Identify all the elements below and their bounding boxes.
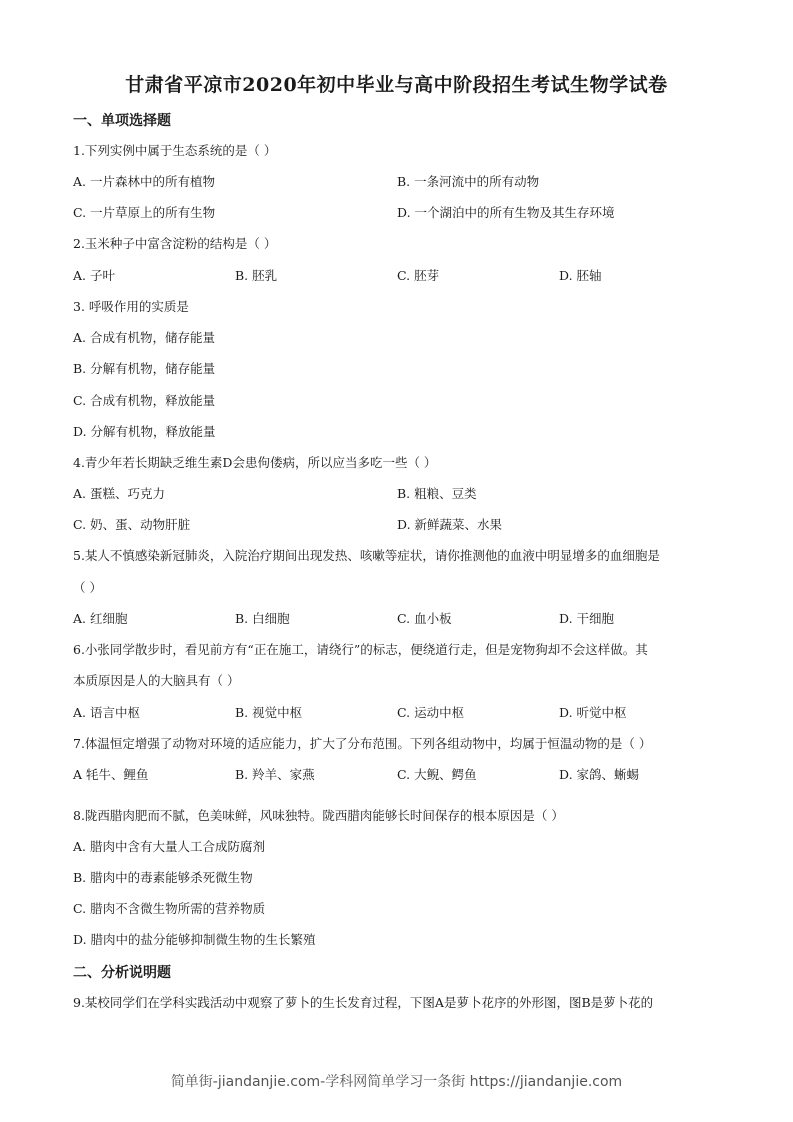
question-6-option-c: C. 运动中枢 [397,705,465,720]
question-6-stem-line2: 本质原因是人的大脑具有（ ） [73,673,240,688]
question-7-option-c: C. 大鲵、鳄鱼 [397,767,477,782]
question-5-stem-line2: （ ） [73,580,102,595]
question-6-stem-line1: 6.小张同学散步时，看见前方有“正在施工，请绕行”的标志，便绕道行走，但是宠物狗却不会这样做。其 [73,642,648,657]
question-1-stem: 1.下列实例中属于生态系统的是（ ） [73,143,277,158]
page-title: 甘肃省平凉市2020年初中毕业与高中阶段招生考试生物学试卷 [125,74,668,96]
question-4-option-a: A. 蛋糕、巧克力 [73,486,165,501]
question-7-stem: 7.体温恒定增强了动物对环境的适应能力，扩大了分布范围。下列各组动物中，均属于恒温动物的是（ ） [73,736,652,751]
question-8-option-a: A. 腊肉中含有大量人工合成防腐剂 [73,839,265,854]
question-3-option-a: A. 合成有机物，储存能量 [73,330,215,345]
question-6-option-a: A. 语言中枢 [73,705,140,720]
question-3-option-d: D. 分解有机物，释放能量 [73,424,216,439]
question-4-option-d: D. 新鲜蔬菜、水果 [397,517,503,532]
question-2-option-c: C. 胚芽 [397,268,440,283]
question-8-option-d: D. 腊肉中的盐分能够抑制微生物的生长繁殖 [73,932,316,947]
question-5-stem-line1: 5.某人不慎感染新冠肺炎，入院治疗期间出现发热、咳嗽等症状，请你推测他的血液中明显增多的血细胞是 [73,548,660,563]
question-1-option-b: B. 一条河流中的所有动物 [397,174,540,189]
section-heading-analysis: 二、分析说明题 [73,965,171,981]
question-2-option-a: A. 子叶 [73,268,115,283]
question-4-stem: 4.青少年若长期缺乏维生素D会患佝偻病，所以应当多吃一些（ ） [73,455,437,470]
footer-watermark: 简单街-jiandanjie.com-学科网简单学习一条街 https://jiandanjie.com [170,1074,623,1090]
question-6-option-b: B. 视觉中枢 [235,705,303,720]
question-3-stem: 3. 呼吸作用的实质是 [73,299,189,314]
question-7-option-d: D. 家鸽、蜥蜴 [559,767,640,782]
question-3-option-b: B. 分解有机物，储存能量 [73,361,216,376]
question-7-option-a: A 牦牛、鲤鱼 [73,767,149,782]
question-7-option-b: B. 羚羊、家燕 [235,767,315,782]
question-1-option-a: A. 一片森林中的所有植物 [73,174,215,189]
question-5-option-c: C. 血小板 [397,611,452,626]
question-2-option-d: D. 胚轴 [559,268,602,283]
section-heading-choice: 一、单项选择题 [73,113,171,129]
question-2-option-b: B. 胚乳 [235,268,278,283]
question-8-option-c: C. 腊肉不含微生物所需的营养物质 [73,901,266,916]
question-5-option-a: A. 红细胞 [73,611,128,626]
question-9-stem: 9.某校同学们在学科实践活动中观察了萝卜的生长发育过程，下图A是萝卜花序的外形图，图B是萝卜花的 [73,995,654,1010]
question-3-option-c: C. 合成有机物，释放能量 [73,393,216,408]
question-2-stem: 2.玉米种子中富含淀粉的结构是（ ） [73,236,277,251]
question-1-option-d: D. 一个湖泊中的所有生物及其生存环境 [397,205,615,220]
question-6-option-d: D. 听觉中枢 [559,705,627,720]
question-4-option-b: B. 粗粮、豆类 [397,486,477,501]
question-1-option-c: C. 一片草原上的所有生物 [73,205,216,220]
question-8-option-b: B. 腊肉中的毒素能够杀死微生物 [73,870,253,885]
question-8-stem: 8.陇西腊肉肥而不腻，色美味鲜，风味独特。陇西腊肉能够长时间保存的根本原因是（ ） [73,808,564,823]
question-5-option-d: D. 干细胞 [559,611,615,626]
question-4-option-c: C. 奶、蛋、动物肝脏 [73,517,191,532]
question-5-option-b: B. 白细胞 [235,611,290,626]
